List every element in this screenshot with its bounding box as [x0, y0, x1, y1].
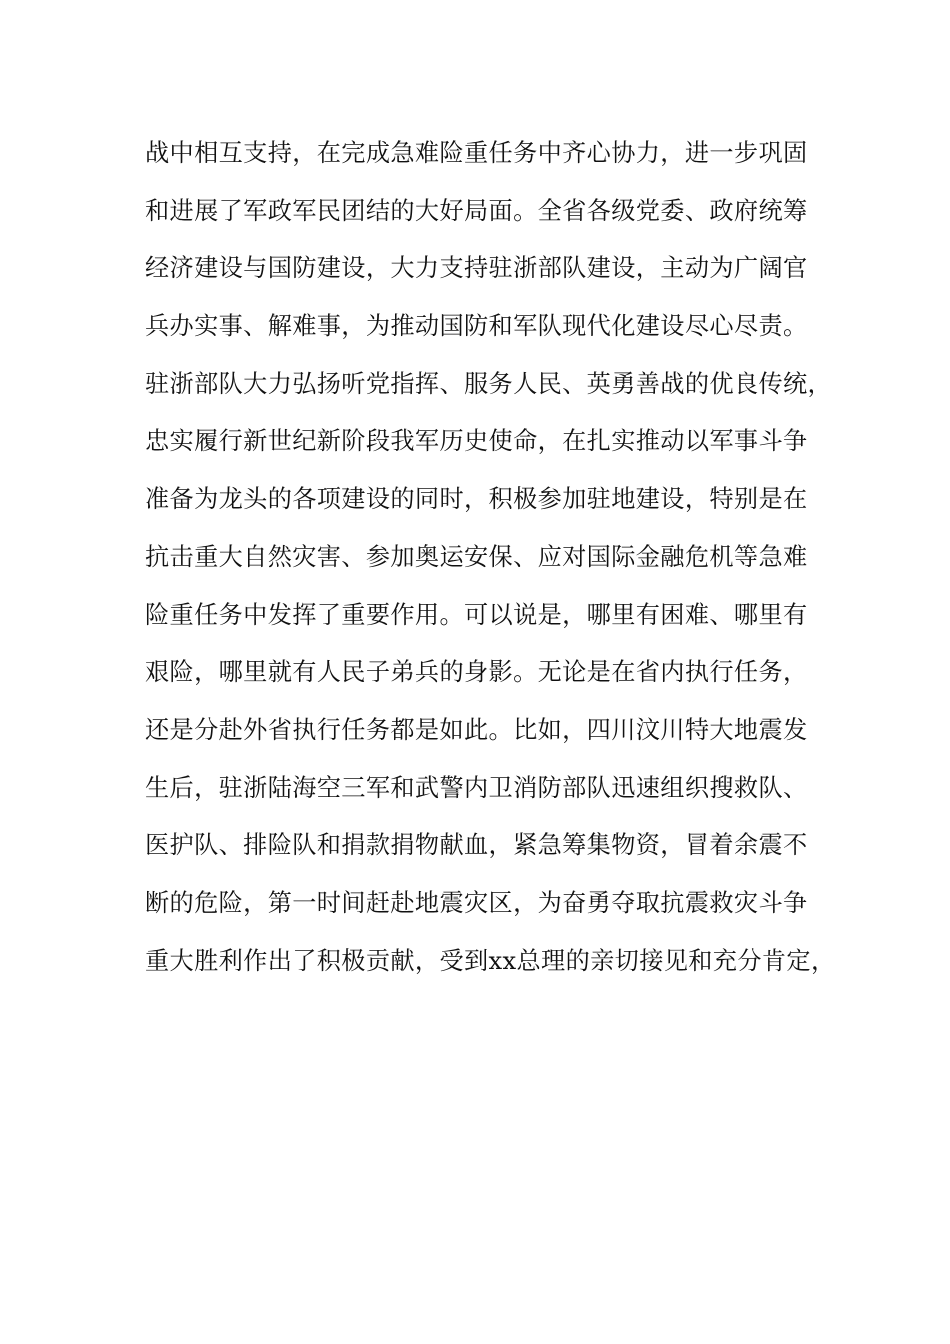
text-line: 重大胜利作出了积极贡献，受到xx总理的亲切接见和充分肯定， — [145, 946, 836, 975]
text-line: 经济建设与国防建设，大力支持驻浙部队建设，主动为广阔官 — [145, 254, 808, 283]
text-line: 抗击重大自然灾害、参加奥运安保、应对国际金融危机等急难 — [145, 542, 808, 571]
text-line: 忠实履行新世纪新阶段我军历史使命，在扎实推动以军事斗争 — [145, 427, 808, 456]
text-line: 准备为龙头的各项建设的同时，积极参加驻地建设，特别是在 — [145, 485, 808, 514]
text-line: 驻浙部队大力弘扬听党指挥、服务人民、英勇善战的优良传统， — [145, 369, 833, 398]
text-line: 断的危险，第一时间赶赴地震灾区，为奋勇夺取抗震救灾斗争 — [145, 888, 808, 917]
text-line: 兵办实事、解难事，为推动国防和军队现代化建设尽心尽责。 — [145, 312, 808, 341]
text-line: 还是分赴外省执行任务都是如此。比如，四川汶川特大地震发 — [145, 715, 808, 744]
text-line: 医护队、排险队和捐款捐物献血，紧急筹集物资，冒着余震不 — [145, 831, 808, 860]
text-line: 战中相互支持，在完成急难险重任务中齐心协力，进一步巩固 — [145, 139, 808, 167]
text-line: 生后，驻浙陆海空三军和武警内卫消防部队迅速组织搜救队、 — [145, 773, 808, 802]
text-line: 险重任务中发挥了重要作用。可以说是，哪里有困难、哪里有 — [145, 600, 808, 629]
text-line: 和进展了军政军民团结的大好局面。全省各级党委、政府统筹 — [145, 196, 808, 225]
text-line: 艰险，哪里就有人民子弟兵的身影。无论是在省内执行任务， — [145, 658, 808, 687]
body-text — [145, 131, 835, 996]
